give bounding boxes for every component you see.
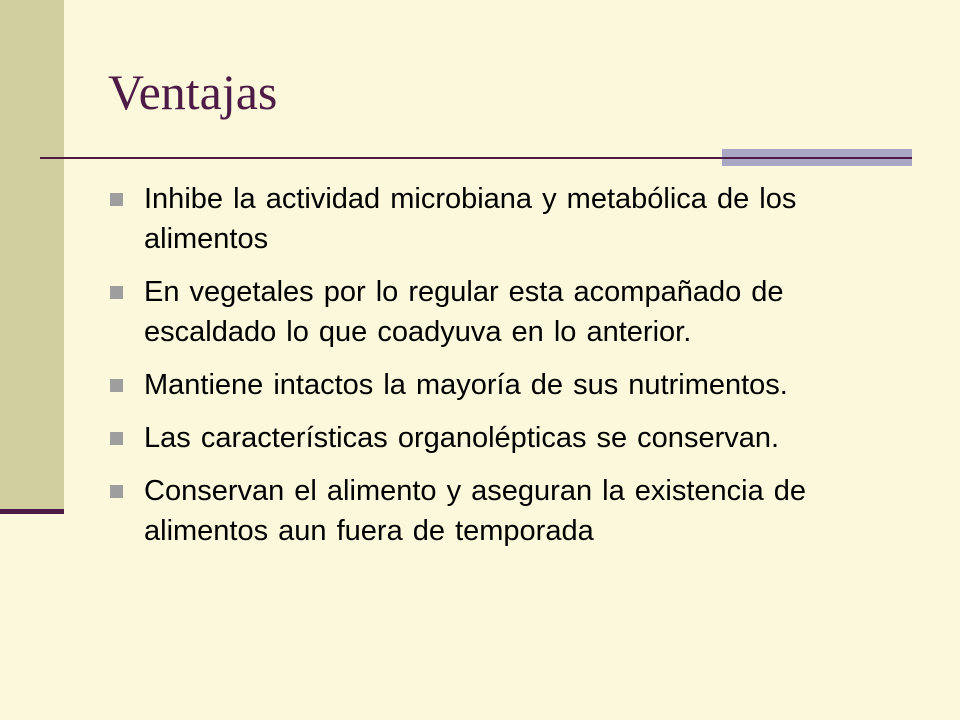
- bullet-item: [108, 179, 908, 259]
- bullet-item: [108, 418, 908, 458]
- left-accent-bar: [0, 509, 64, 514]
- bullet-text: Las características organolépticas se conservan.: [144, 422, 780, 454]
- square-bullet-icon: [110, 286, 123, 299]
- bullet-text: Conservan el alimento y aseguran la existencia de alimentos aun fuera de temporada: [144, 475, 807, 547]
- bullet-text: Mantiene intactos la mayoría de sus nutrimentos.: [144, 369, 788, 401]
- slide-title: Ventajas: [108, 64, 278, 120]
- square-bullet-icon: [110, 432, 123, 445]
- bullet-text: En vegetales por lo regular esta acompañado de escaldado lo que coadyuva en lo anterior.: [144, 276, 784, 348]
- bullet-list: [108, 179, 908, 564]
- bullet-item: [108, 365, 908, 405]
- title-divider-accent-line: [722, 157, 912, 159]
- bullet-item: [108, 272, 908, 352]
- left-decorative-band: [0, 0, 64, 510]
- square-bullet-icon: [110, 193, 123, 206]
- bullet-text: Inhibe la actividad microbiana y metabólica de los alimentos: [144, 183, 797, 255]
- square-bullet-icon: [110, 379, 123, 392]
- bullet-item: [108, 471, 908, 551]
- square-bullet-icon: [110, 485, 123, 498]
